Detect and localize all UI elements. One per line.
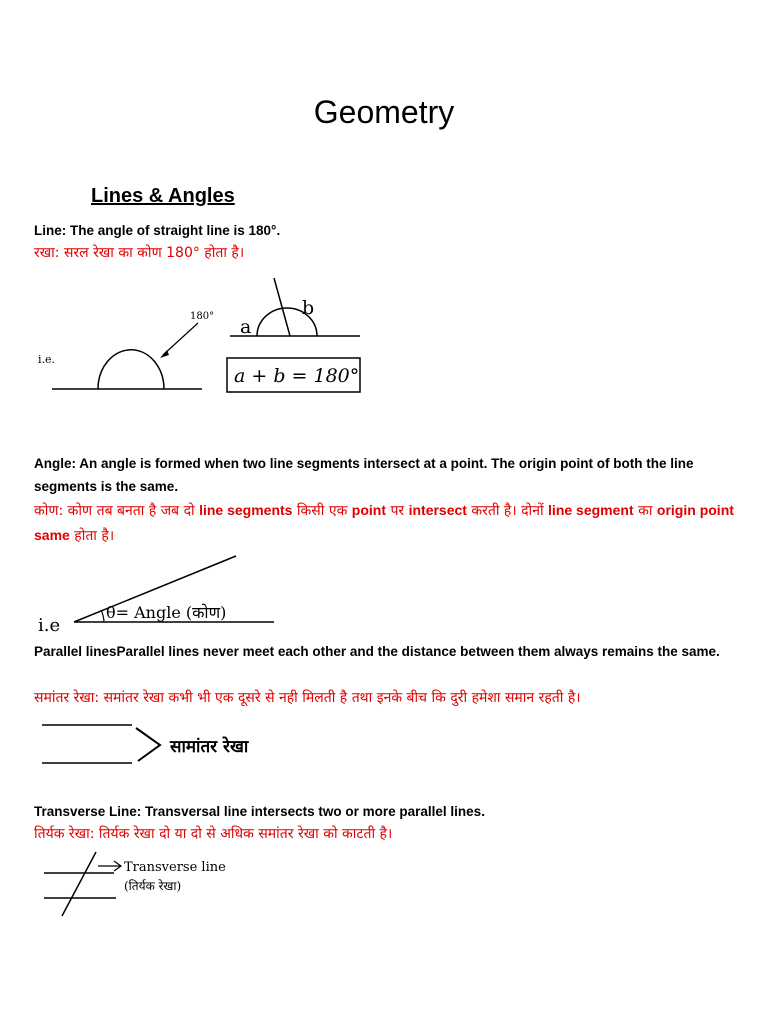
page-title: Geometry — [313, 94, 455, 130]
angle-mark — [101, 610, 104, 622]
straight-line-figure — [30, 275, 370, 405]
transverse-figure-label: Transverse line — [124, 860, 226, 875]
ie-label: i.e. — [38, 353, 56, 366]
angle-label-180: 180° — [190, 311, 215, 322]
transverse-definition-hindi: तिर्यक रेखा: तिर्यक रेखा दो या दो से अधिक समांतर रेखा को काटती है। — [34, 826, 393, 842]
semicircle-arc — [98, 350, 164, 389]
transverse-definition-english: Transverse Line: Transversal line intersects two or more parallel lines. — [34, 804, 485, 819]
angle-definition-hindi: कोण: कोण तब बनता है जब दो line segments किसी एक point पर intersect करती है। दोनों line segment का origin point same होता है। — [34, 502, 734, 544]
bracket-arrow — [136, 728, 160, 761]
ray-line — [274, 278, 290, 336]
parallel-definition-hindi: समांतर रेखा: समांतर रेखा कभी भी एक दूसरे से नही मिलती है तथा इनके बीच कि दुरी हमेशा समान रहती है। — [34, 690, 581, 706]
parallel-definition-english: Parallel linesParallel lines never meet each other and the distance between them always remains the same. — [34, 644, 720, 659]
parallel-lines-figure — [36, 716, 276, 774]
angle-definition-english: Angle: An angle is formed when two line segments intersect at a point. The origin point of both the line segments is the same. — [34, 456, 694, 494]
transverse-line-figure — [36, 848, 256, 920]
equation-text: a + b = 180° — [234, 365, 360, 387]
section-heading: Lines & Angles — [91, 185, 235, 207]
label-b: b — [302, 297, 315, 319]
line-definition-english: Line: The angle of straight line is 180°. — [34, 223, 281, 238]
label-a: a — [240, 316, 252, 338]
line-definition-hindi: रखा: सरल रेखा का कोण 180° होता है। — [34, 245, 245, 261]
angle-figure — [38, 550, 278, 636]
angle-ie-label: i.e — [38, 615, 61, 636]
pointer-arrow — [163, 323, 198, 355]
parallel-figure-label: सामांतर रेखा — [170, 737, 249, 757]
transverse-line — [62, 852, 96, 916]
transverse-figure-hindi-label: (तिर्यक रेखा) — [124, 879, 182, 893]
angle-theta-label: θ= Angle (कोण) — [106, 603, 227, 622]
